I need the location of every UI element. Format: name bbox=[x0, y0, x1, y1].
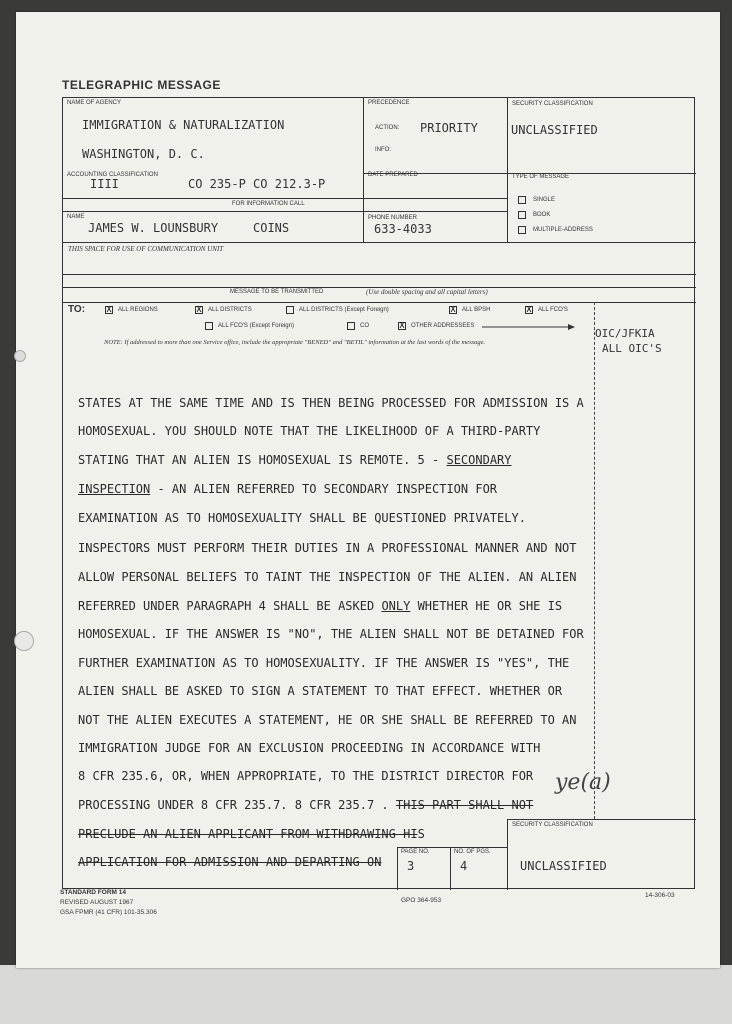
accounting-refs: CO 235-P CO 212.3-P bbox=[188, 177, 326, 191]
for-info-label: FOR INFORMATION CALL bbox=[232, 201, 305, 207]
all-fcos-except-foreign-label: ALL FCO'S (Except Foreign) bbox=[218, 323, 294, 329]
all-regions-checkbox[interactable]: X bbox=[106, 305, 112, 314]
punch-tear bbox=[14, 350, 26, 362]
gsa-reference: GSA FPMR (41 CFR) 101-35.306 bbox=[60, 909, 157, 916]
all-bpsh-checkbox[interactable]: X bbox=[450, 305, 456, 314]
message-line: ALIEN SHALL BE ASKED TO SIGN A STATEMENT TO THAT EFFECT. WHETHER OR bbox=[78, 684, 563, 698]
handwritten-initials: ye(a) bbox=[555, 770, 611, 795]
message-transmit-note: (Use double spacing and all capital letters) bbox=[366, 288, 488, 296]
message-line: FURTHER EXAMINATION AS TO HOMOSEXUALITY. IF THE ANSWER IS "YES", THE bbox=[78, 656, 570, 670]
book-checkbox[interactable] bbox=[518, 211, 526, 219]
message-line: IMMIGRATION JUDGE FOR AN EXCLUSION PROCEEDING IN ACCORDANCE WITH bbox=[78, 741, 541, 755]
all-fcos-checkbox[interactable]: X bbox=[526, 305, 532, 314]
contact-name: JAMES W. LOUNSBURY bbox=[88, 221, 219, 235]
all-bpsh-label: ALL BPSH bbox=[462, 307, 491, 313]
co-label: CO bbox=[360, 323, 369, 329]
message-line: 8 CFR 235.6, OR, WHEN APPROPRIATE, TO THE DISTRICT DIRECTOR FOR bbox=[78, 769, 534, 783]
agency-city: WASHINGTON, D. C. bbox=[82, 147, 205, 161]
message-line: INSPECTORS MUST PERFORM THEIR DUTIES IN A PROFESSIONAL MANNER AND NOT bbox=[78, 541, 577, 555]
agency-name: IMMIGRATION & NATURALIZATION bbox=[82, 118, 285, 132]
accounting-code: IIII bbox=[90, 177, 119, 191]
date-prepared-label: DATE PREPARED bbox=[368, 172, 418, 178]
all-districts-except-foreign-checkbox[interactable] bbox=[286, 306, 294, 314]
all-districts-checkbox[interactable]: X bbox=[196, 305, 202, 314]
contact-office: COINS bbox=[253, 221, 290, 235]
message-type-label: TYPE OF MESSAGE bbox=[512, 174, 570, 180]
all-fcos-label: ALL FCO'S bbox=[538, 307, 568, 313]
page-no-label: PAGE NO. bbox=[401, 849, 430, 855]
all-regions-label: ALL REGIONS bbox=[118, 307, 158, 313]
security-label: SECURITY CLASSIFICATION bbox=[512, 101, 593, 107]
info-label: INFO: bbox=[375, 147, 391, 153]
message-line: INSPECTION - AN ALIEN REFERRED TO SECONDARY INSPECTION FOR bbox=[78, 482, 498, 496]
message-line: APPLICATION FOR ADMISSION AND DEPARTING ON bbox=[78, 855, 382, 869]
co-checkbox[interactable] bbox=[347, 322, 355, 330]
all-districts-label: ALL DISTRICTS bbox=[208, 307, 252, 313]
comm-unit-label: THIS SPACE FOR USE OF COMMUNICATION UNIT bbox=[68, 245, 224, 253]
message-line: NOT THE ALIEN EXECUTES A STATEMENT, HE OR SHE SHALL BE REFERRED TO AN bbox=[78, 713, 577, 727]
form-number: STANDARD FORM 14 bbox=[60, 889, 126, 896]
bottom-classification: UNCLASSIFIED bbox=[520, 859, 607, 873]
addressee-2: ALL OIC'S bbox=[602, 342, 662, 355]
message-transmit-label: MESSAGE TO BE TRANSMITTED bbox=[230, 289, 324, 295]
phone-value: 633-4033 bbox=[374, 222, 432, 236]
no-pgs-label: NO. OF PGS. bbox=[454, 849, 491, 855]
other-addressees-checkbox[interactable]: X bbox=[399, 321, 405, 330]
message-line: PRECLUDE AN ALIEN APPLICANT FROM WITHDRAWING HIS bbox=[78, 827, 425, 841]
form-title: TELEGRAPHIC MESSAGE bbox=[62, 78, 221, 92]
message-line: ALLOW PERSONAL BELIEFS TO TAINT THE INSPECTION OF THE ALIEN. AN ALIEN bbox=[78, 570, 577, 584]
all-fcos-except-foreign-checkbox[interactable] bbox=[205, 322, 213, 330]
to-label: TO: bbox=[68, 304, 86, 315]
multiple-address-label: MULTIPLE-ADDRESS bbox=[533, 227, 593, 233]
other-addressees-label: OTHER ADDRESSEES bbox=[411, 323, 475, 329]
classification-value: UNCLASSIFIED bbox=[511, 123, 598, 137]
phone-label: PHONE NUMBER bbox=[368, 215, 418, 221]
message-line: REFERRED UNDER PARAGRAPH 4 SHALL BE ASKED ONLY WHETHER HE OR SHE IS bbox=[78, 599, 563, 613]
arrow-right-icon bbox=[482, 322, 576, 332]
gpo-number: GPO 364-953 bbox=[401, 897, 442, 904]
message-line: HOMOSEXUAL. YOU SHOULD NOTE THAT THE LIKELIHOOD OF A THIRD-PARTY bbox=[78, 424, 541, 438]
accounting-label: ACCOUNTING CLASSIFICATION bbox=[67, 172, 158, 178]
addressee-1: OIC/JFKIA bbox=[595, 327, 655, 340]
all-districts-except-foreign-label: ALL DISTRICTS (Except Foreign) bbox=[299, 307, 389, 313]
action-label: ACTION: bbox=[375, 125, 400, 131]
message-line: STATES AT THE SAME TIME AND IS THEN BEING PROCESSED FOR ADMISSION IS A bbox=[78, 396, 584, 410]
single-label: SINGLE bbox=[533, 197, 556, 203]
precedence-value: PRIORITY bbox=[420, 121, 478, 135]
agency-label: NAME OF AGENCY bbox=[67, 100, 122, 106]
name-label: NAME bbox=[67, 214, 85, 220]
message-line: PROCESSING UNDER 8 CFR 235.7. 8 CFR 235.7 . THIS PART SHALL NOT bbox=[78, 798, 534, 812]
message-line: STATING THAT AN ALIEN IS HOMOSEXUAL IS REMOTE. 5 - SECONDARY bbox=[78, 453, 512, 467]
message-line: EXAMINATION AS TO HOMOSEXUALITY SHALL BE QUESTIONED PRIVATELY. bbox=[78, 511, 526, 525]
addressee-note: NOTE: If addressed to more than one Service office, include the appropriate "BENED" and "BETIL" information at the last words of the message. bbox=[104, 339, 486, 346]
page-no-value: 3 bbox=[407, 859, 415, 873]
form-code: 14-306-03 bbox=[645, 892, 675, 899]
no-pgs-value: 4 bbox=[460, 859, 468, 873]
background-sheet bbox=[0, 965, 732, 1024]
punch-hole bbox=[14, 631, 34, 651]
single-checkbox[interactable] bbox=[518, 196, 526, 204]
bottom-security-label: SECURITY CLASSIFICATION bbox=[512, 822, 593, 828]
revised-date: REVISED AUGUST 1967 bbox=[60, 899, 134, 906]
message-line: HOMOSEXUAL. IF THE ANSWER IS "NO", THE ALIEN SHALL NOT BE DETAINED FOR bbox=[78, 627, 584, 641]
precedence-label: PRECEDENCE bbox=[368, 100, 410, 106]
multiple-address-checkbox[interactable] bbox=[518, 226, 526, 234]
book-label: BOOK bbox=[533, 212, 551, 218]
